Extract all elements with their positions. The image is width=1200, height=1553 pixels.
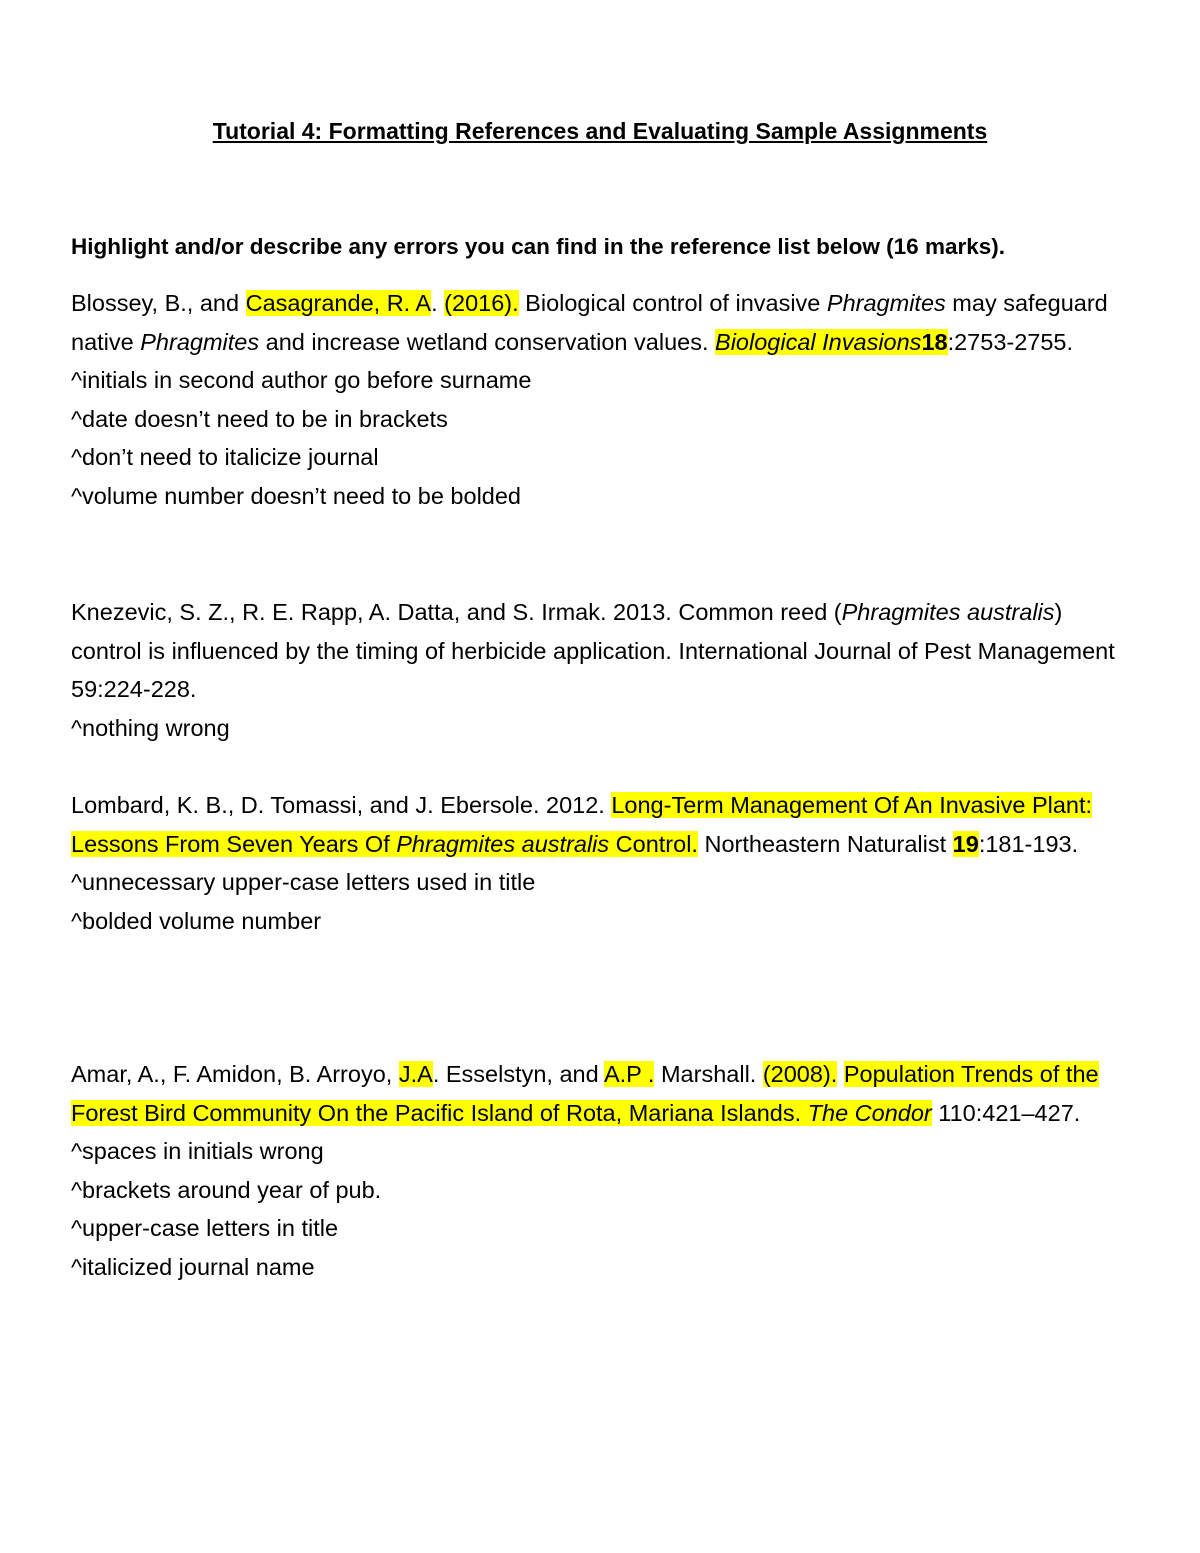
reference-4-note-1: ^spaces in initials wrong	[71, 1138, 324, 1165]
reference-4-note-3: ^upper-case letters in title	[71, 1215, 339, 1242]
reference-1-author1: Blossey, B., and	[71, 290, 246, 316]
reference-1-citation	[71, 284, 1131, 361]
reference-2-text-a: Knezevic, S. Z., R. E. Rapp, A. Datta, and S. Irmak. 2013. Common reed (	[71, 599, 842, 625]
reference-4-initials-1-highlight: J.A	[398, 1061, 433, 1087]
reference-1-volume-highlight: 18	[921, 328, 948, 355]
reference-1-journal-highlight: Biological Invasions	[715, 328, 922, 355]
reference-4-note-4: ^italicized journal name	[71, 1253, 315, 1280]
reference-1-title-part-a: Biological control of invasive	[518, 290, 827, 316]
reference-2-note-1: ^nothing wrong	[71, 714, 230, 741]
reference-3	[71, 786, 1131, 940]
reference-1-title-part-b: may safeguard native	[71, 290, 1108, 355]
reference-4-title-highlight: Population Trends of the Forest Bird Community On the Pacific Island of Rota, Mariana Islands.	[71, 1061, 1099, 1126]
reference-4	[71, 1055, 1131, 1287]
reference-4-journal-highlight: The Condor	[807, 1099, 932, 1126]
reference-3-title-highlight-taxon: Phragmites australis	[396, 830, 610, 857]
reference-4-pages: 110:421–427.	[931, 1099, 1081, 1126]
page-title: Tutorial 4: Formatting References and Evaluating Sample Assignments	[212, 118, 988, 144]
reference-3-pages: :181-193.	[978, 830, 1079, 857]
reference-1-note-2: ^date doesn’t need to be in brackets	[71, 405, 448, 432]
reference-1-title-part-c: and increase wetland conservation values.	[259, 328, 716, 355]
reference-3-journal: Northeastern Naturalist	[697, 830, 953, 857]
reference-1-year-highlight: (2016).	[444, 290, 519, 316]
reference-1-note-4: ^volume number doesn’t need to be bolded	[71, 482, 521, 509]
reference-1-note-1: ^initials in second author go before surname	[71, 367, 532, 394]
reference-3-authors: Lombard, K. B., D. Tomassi, and J. Ebersole. 2012.	[71, 792, 612, 818]
reference-1-author2-highlight: Casagrande, R. A	[245, 290, 432, 316]
reference-4-note-2: ^brackets around year of pub.	[71, 1176, 382, 1203]
reference-1-taxon-2: Phragmites	[140, 328, 260, 355]
reference-3-title-highlight-a: Long-Term Management Of An Invasive Plant: Lessons From Seven Years Of	[71, 792, 1093, 857]
reference-1-taxon-1: Phragmites	[826, 290, 946, 316]
reference-3-volume-highlight: 19	[952, 830, 979, 857]
reference-4-space	[837, 1061, 844, 1087]
reference-3-note-1: ^unnecessary upper-case letters used in title	[71, 869, 536, 896]
reference-4-authors-a: Amar, A., F. Amidon, B. Arroyo,	[71, 1061, 399, 1087]
reference-3-citation	[71, 786, 1131, 863]
reference-3-title-highlight-b: Control.	[609, 830, 698, 857]
reference-4-citation	[71, 1055, 1131, 1132]
reference-2-text-b: ) control is influenced by the timing of herbicide application. International Journal of Pest Management 59:224-228.	[71, 599, 1115, 703]
reference-3-note-2: ^bolded volume number	[71, 907, 322, 934]
instruction-text: Highlight and/or describe any errors you can find in the reference list below (16 marks).	[71, 234, 1005, 259]
reference-4-initials-2-highlight: A.P .	[603, 1061, 655, 1087]
reference-2-taxon: Phragmites australis	[841, 599, 1055, 625]
reference-4-authors-b: . Esselstyn, and	[432, 1061, 604, 1087]
reference-4-authors-c: Marshall.	[654, 1061, 763, 1087]
reference-2	[71, 593, 1131, 747]
reference-1	[71, 284, 1131, 516]
reference-1-separator: .	[431, 290, 445, 316]
reference-1-note-3: ^don’t need to italicize journal	[71, 444, 379, 471]
reference-1-pages: :2753-2755.	[947, 328, 1074, 355]
reference-4-year-highlight: (2008).	[762, 1061, 838, 1087]
reference-2-citation	[71, 593, 1131, 709]
